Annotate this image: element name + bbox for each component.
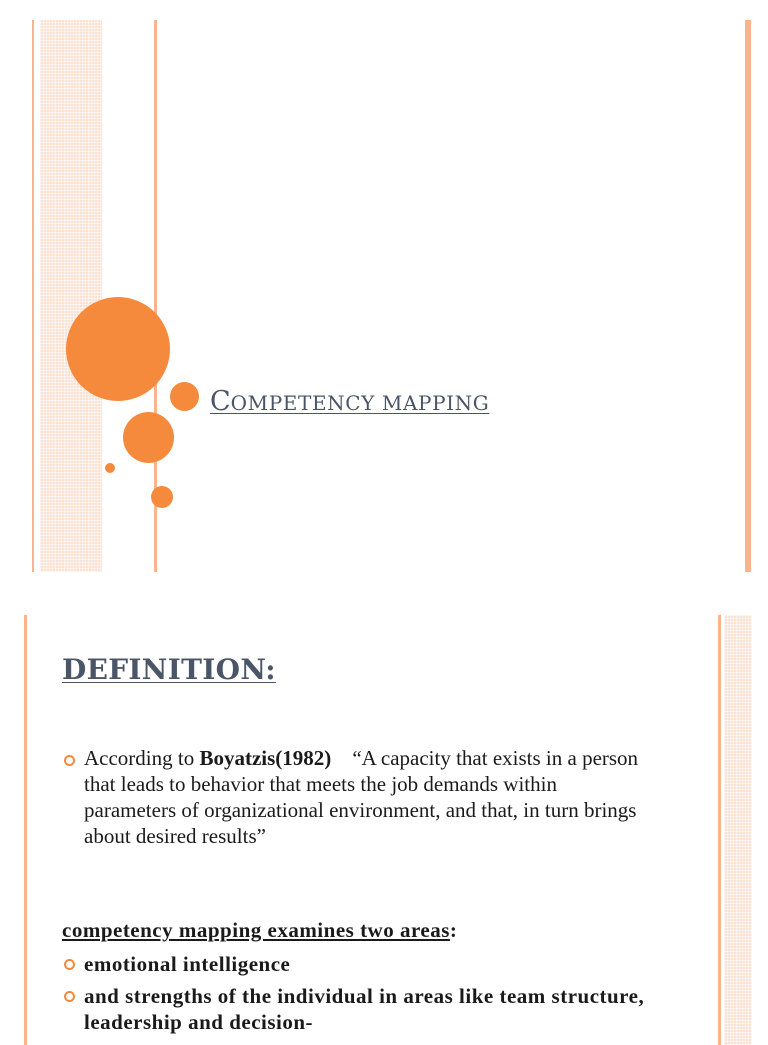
decorative-line: [32, 20, 34, 572]
bullet-icon: [64, 755, 75, 766]
slide-definition: [24, 615, 751, 1045]
lead-text: According to: [84, 746, 195, 770]
bullet-icon: [64, 991, 75, 1002]
definition-paragraph: [84, 745, 644, 849]
areas-label: competency mapping examines two areas: [62, 918, 450, 942]
slide-title: [24, 20, 751, 572]
title-rest: OMPETENCY MAPPING: [230, 391, 490, 415]
title-initial: C: [210, 386, 231, 417]
decorative-line: [718, 615, 721, 1045]
quote-text: “A capacity that exists in a person that leads to behavior that meets the job demands within parameters of organizational environment, and that, in turn brings about desired results”: [84, 746, 639, 848]
bullet-icon: [64, 959, 75, 970]
list-item: and strengths of the individual in areas like team structure, leadership and decision-: [84, 984, 645, 1034]
large-circle: [66, 297, 170, 401]
author-text: Boyatzis(1982): [199, 746, 332, 770]
list-item: emotional intelligence: [84, 952, 291, 976]
decorative-line: [24, 615, 27, 1045]
medium-circle: [123, 412, 174, 463]
small-circle: [151, 486, 173, 508]
areas-heading: [62, 918, 457, 943]
definition-heading: DEFINITION:: [62, 653, 276, 686]
slide-title-text: [210, 386, 489, 417]
tiny-circle: [105, 463, 115, 473]
areas-colon: :: [449, 918, 458, 942]
small-circle: [170, 382, 199, 411]
decorative-line: [745, 20, 751, 572]
decorative-stripe: [40, 20, 102, 572]
decorative-stripe: [724, 615, 751, 1045]
